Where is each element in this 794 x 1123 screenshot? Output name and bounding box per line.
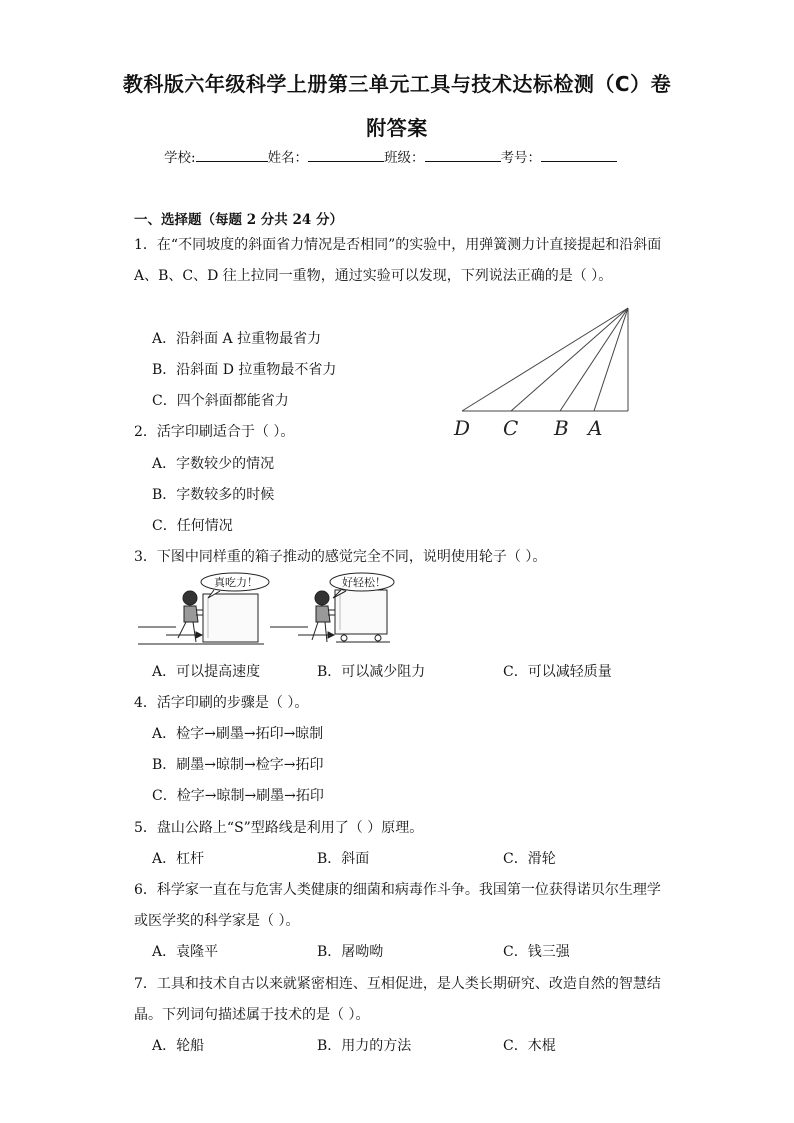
question-2-option-a[interactable]: A．字数较少的情况 [152,456,275,472]
question-3-option-b[interactable]: B．可以减少阻力 [317,664,426,680]
question-6-option-b[interactable]: B．屠呦呦 [317,944,384,960]
incline-diagram [448,300,638,442]
question-3-option-c[interactable]: C．可以减轻质量 [503,664,612,680]
question-2: 2．活字印刷适合于（ ）。 [134,424,295,440]
question-5-option-a[interactable]: A．杠杆 [152,851,205,867]
question-1-line-1: 1．在“不同坡度的斜面省力情况是否相同”的实验中，用弹簧测力计直接提起和沿斜面 [134,237,662,253]
question-6-option-c[interactable]: C．钱三强 [503,944,570,960]
question-7-line-2: 晶。下列词句描述属于技术的是（ ）。 [134,1007,370,1023]
bubble-text-hard: 真吃力！ [214,576,258,589]
incline-label-c: C [503,416,519,440]
question-6-line-1: 6．科学家一直在与危害人类健康的细菌和病毒作斗争。我国第一位获得诺贝尔生理学 [134,882,661,898]
question-7-line-1: 7．工具和技术自古以来就紧密相连、互相促进，是人类长期研究、改造自然的智慧结 [134,976,661,992]
question-6-option-a[interactable]: A．袁隆平 [152,944,219,960]
question-4-option-b[interactable]: B．刷墨→晾制→检字→拓印 [152,757,324,773]
class-label: 班级： [384,150,425,166]
question-1-line-2: A、B、C、D 往上拉同一重物，通过实验可以发现，下列说法正确的是（ ）。 [134,268,613,284]
incline-label-a: A [588,416,603,440]
question-3: 3．下图中同样重的箱子推动的感觉完全不同，说明使用轮子（ ）。 [134,549,547,565]
name-label: 姓名： [267,150,309,166]
question-4-option-a[interactable]: A．检字→刷墨→拓印→晾制 [152,726,324,742]
question-7-option-b[interactable]: B．用力的方法 [317,1038,412,1054]
question-5-option-b[interactable]: B．斜面 [317,851,370,867]
exam-number-blank[interactable] [541,147,617,162]
school-blank[interactable] [196,147,268,162]
page-title-line2: 附答案 [366,116,428,140]
incline-label-b: B [554,416,569,440]
question-7-option-a[interactable]: A．轮船 [152,1038,205,1054]
question-6-line-2: 或医学奖的科学家是（ ）。 [134,913,300,929]
school-label: 学校: [164,150,196,166]
question-1-option-b[interactable]: B．沿斜面 D 拉重物最不省力 [152,362,337,378]
incline-label-d: D [454,416,471,440]
incline-slope-c [511,308,628,411]
exam-number-label: 考号： [500,150,542,166]
class-blank[interactable] [425,147,501,162]
student-info-row [164,146,617,166]
question-3-option-a[interactable]: A．可以提高速度 [152,664,261,680]
bubble-text-easy: 好轻松！ [342,576,386,589]
question-4: 4．活字印刷的步骤是（ ）。 [134,695,309,711]
question-7-option-c[interactable]: C．木棍 [503,1038,556,1054]
question-2-option-c[interactable]: C．任何情况 [152,518,233,534]
question-1-option-a[interactable]: A．沿斜面 A 拉重物最省力 [152,331,322,347]
section-heading: 一、选择题（每题 2 分共 24 分） [134,212,343,228]
question-5: 5．盘山公路上“S”型路线是利用了（ ）原理。 [134,820,424,836]
question-5-option-c[interactable]: C．滑轮 [503,851,556,867]
question-2-option-b[interactable]: B．字数较多的时候 [152,487,275,503]
push-box-illustration [136,572,398,650]
name-blank[interactable] [308,147,384,162]
question-4-option-c[interactable]: C．检字→晾制→刷墨→拓印 [152,788,324,804]
incline-slope-d [462,308,628,411]
page-title: 教科版六年级科学上册第三单元工具与技术达标检测（C）卷 [122,72,672,96]
question-1-option-c[interactable]: C．四个斜面都能省力 [152,393,289,409]
